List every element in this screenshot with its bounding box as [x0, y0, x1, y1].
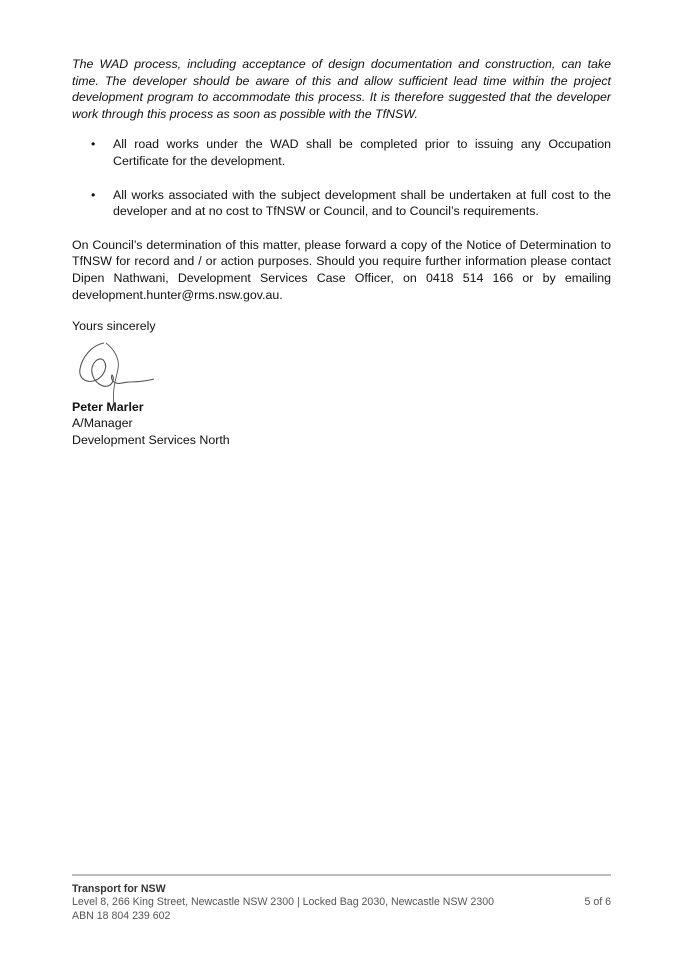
- handwritten-signature-icon: [74, 339, 164, 411]
- conditions-list: [72, 136, 611, 219]
- page-number: 5 of 6: [584, 896, 611, 909]
- determination-paragraph: On Council’s determination of this matter, please forward a copy of the Notice of Determination to TfNSW for record and / or action purposes. Should you require further information please contact Dipen Nathwani, Development Services Case Officer, on 0418 514 166 or by emailing development.hunter@rms.nsw.gov.au.: [72, 237, 611, 302]
- wad-process-paragraph: The WAD process, including acceptance of design documentation and construction, can take time. The developer should be aware of this and allow sufficient lead time within the project development program to accommodate this process. It is therefore suggested that the developer work through this process as soon as possible with the TfNSW.: [72, 57, 611, 121]
- footer-address-row: [72, 896, 611, 909]
- list-item-text: All works associated with the subject development shall be undertaken at full cost to the developer and at no cost to TfNSW or Council, and to Council’s requirements.: [113, 187, 611, 219]
- footer-org: Transport for NSW: [72, 883, 166, 895]
- bullet-icon: •: [91, 187, 96, 202]
- footer-abn: ABN 18 804 239 602: [72, 909, 171, 922]
- bullet-icon: •: [91, 137, 96, 152]
- signature-block: [72, 339, 611, 399]
- signer-name: Peter Marler: [72, 399, 144, 414]
- page-footer: [72, 874, 611, 923]
- list-item-text: All road works under the WAD shall be completed prior to issuing any Occupation Certificate for the development.: [113, 137, 611, 168]
- list-item: [72, 187, 611, 220]
- signer-title: A/Manager: [72, 416, 133, 431]
- list-item: [72, 136, 611, 169]
- closing-salutation: Yours sincerely: [72, 319, 156, 334]
- letter-page: [72, 56, 611, 449]
- signer-unit: Development Services North: [72, 432, 230, 447]
- footer-address: Level 8, 266 King Street, Newcastle NSW 2300 | Locked Bag 2030, Newcastle NSW 2300: [72, 896, 495, 909]
